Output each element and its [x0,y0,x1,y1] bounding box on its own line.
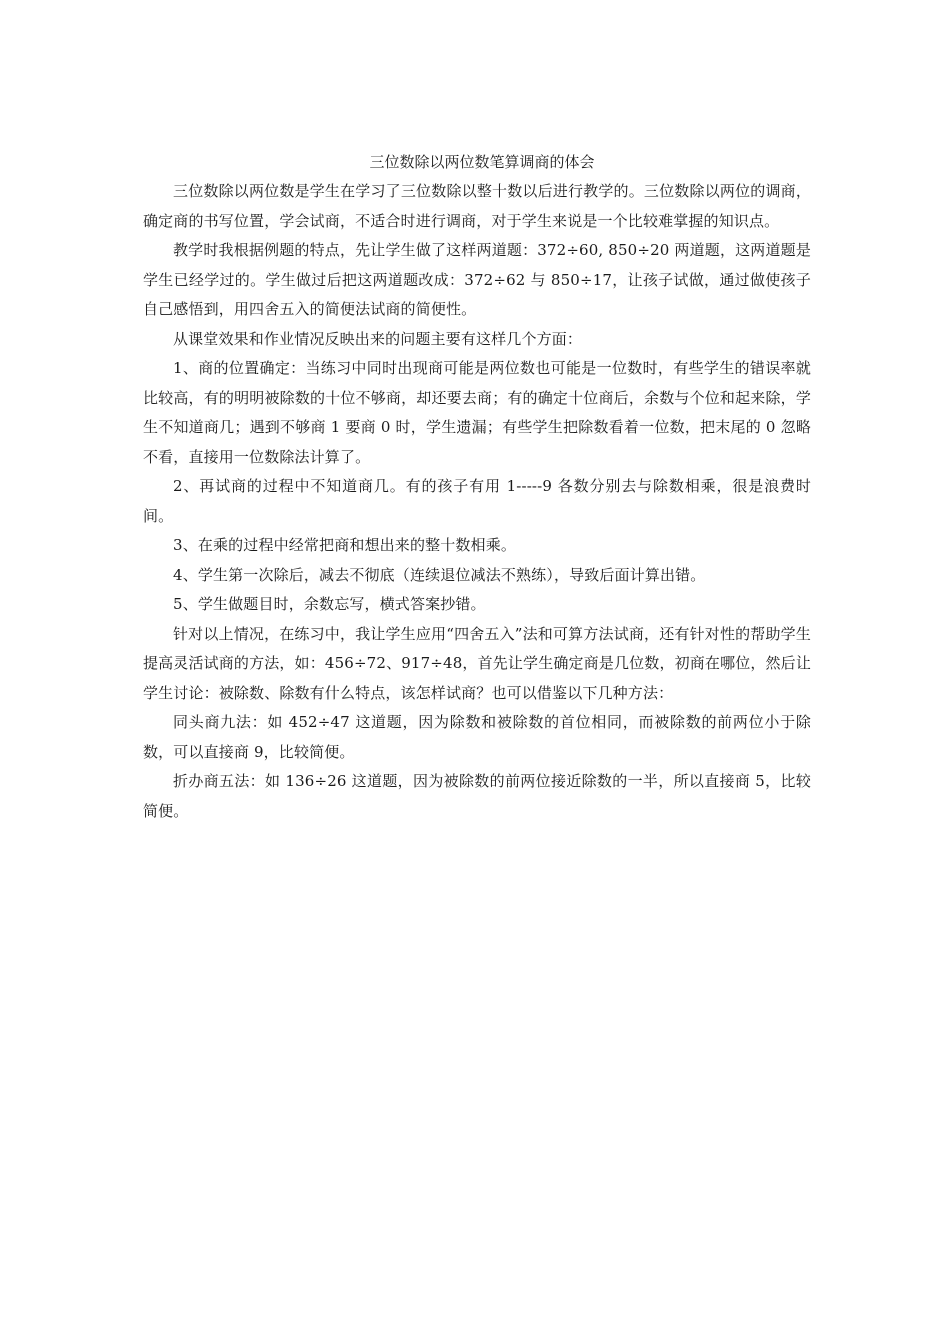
paragraph-problems-intro: 从课堂效果和作业情况反映出来的问题主要有这样几个方面： [173,329,583,348]
paragraph-method-five: 折办商五法：如 136÷26 这道题，因为被除数的前两位接近除数的一半，所以直接商 5，比较简便。 [143,772,811,820]
document-page [143,148,811,826]
paragraph-problem-3: 3、在乘的过程中经常把商和想出来的整十数相乘。 [173,536,516,554]
paragraph-problem-4: 4、学生第一次除后，减去不彻底（连续退位减法不熟练），导致后面计算出错。 [173,565,706,584]
document-title: 三位数除以两位数笔算调商的体会 [369,153,595,171]
paragraph-teaching-method: 教学时我根据例题的特点，先让学生做了这样两道题：372÷60, 850÷20 两道题，这两道题是学生已经学过的。学生做过后把这两道题改成：372÷62 与 850÷17，让孩子试做，通过做使孩子自己感悟到，用四舍五入的简便法试商的简便性。 [143,241,811,318]
paragraph-problem-1: 1、商的位置确定：当练习中同时出现商可能是两位数也可能是一位数时，有些学生的错误率就比较高，有的明明被除数的十位不够商，却还要去商；有的确定十位商后，余数与个位和起来除，学生不知道商几；遇到不够商 1 要商 0 时，学生遗漏；有些学生把除数看着一位数，把末尾的 0 忽略不看，直接用一位数除法计算了。 [143,359,811,466]
paragraph-problem-5: 5、学生做题目时，余数忘写，横式答案抄错。 [173,595,486,613]
paragraph-intro: 三位数除以两位数是学生在学习了三位数除以整十数以后进行教学的。三位数除以两位的调商，确定商的书写位置，学会试商，不适合时进行调商，对于学生来说是一个比较难掌握的知识点。 [143,182,811,230]
paragraph-method-nine: 同头商九法：如 452÷47 这道题，因为除数和被除数的首位相同，而被除数的前两位小于除数，可以直接商 9，比较简便。 [143,713,811,761]
paragraph-solutions: 针对以上情况，在练习中，我让学生应用“四舍五入”法和可算方法试商，还有针对性的帮助学生提高灵活试商的方法，如：456÷72、917÷48，首先让学生确定商是几位数，初商在哪位，然后让学生讨论：被除数、除数有什么特点，该怎样试商？也可以借鉴以下几种方法： [143,624,811,702]
paragraph-problem-2: 2、再试商的过程中不知道商几。有的孩子有用 1-----9 各数分别去与除数相乘，很是浪费时间。 [143,477,811,525]
